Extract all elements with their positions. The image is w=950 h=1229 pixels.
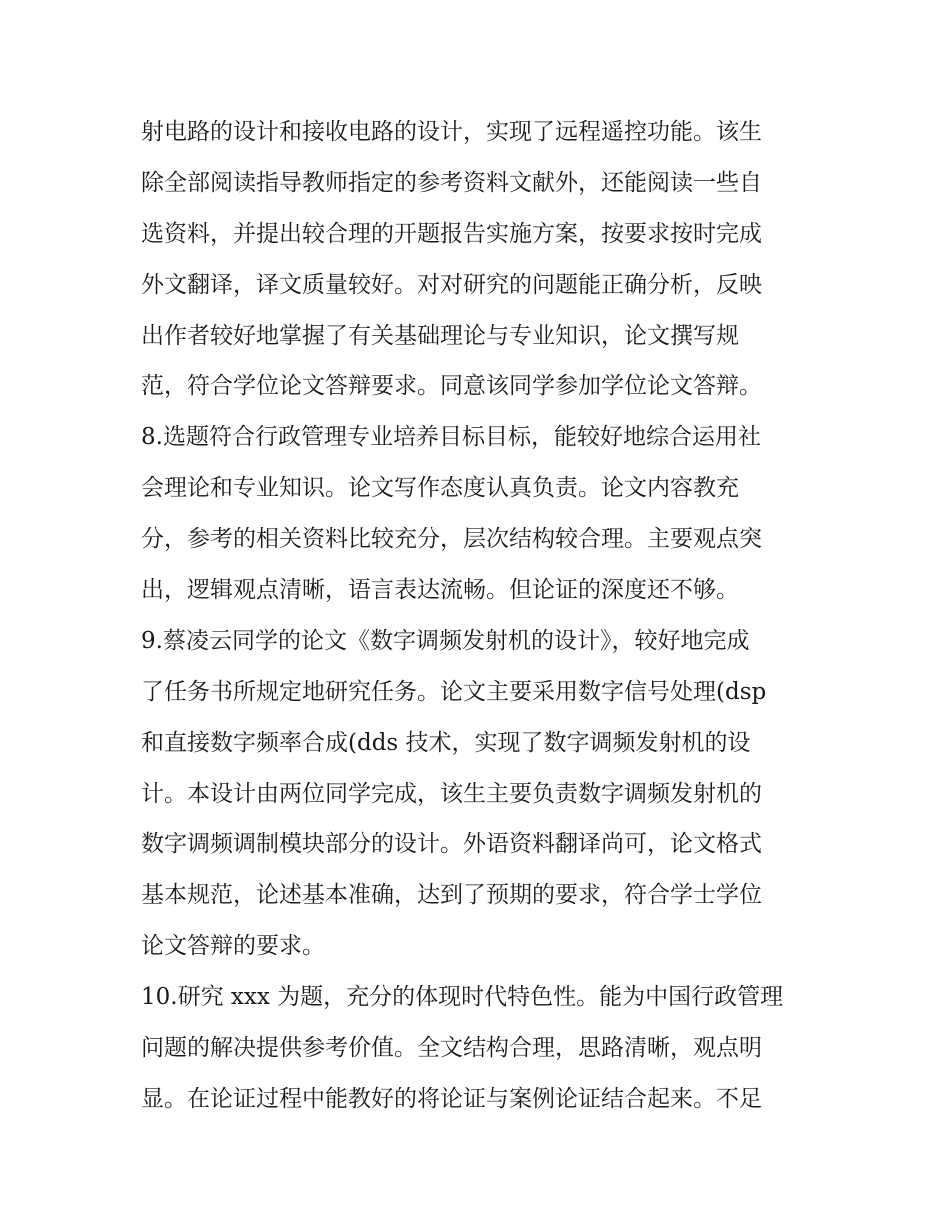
text-line: 分，参考的相关资料比较充分，层次结构较合理。主要观点突 — [141, 526, 762, 553]
text-line: 论文答辩的要求。 — [141, 933, 325, 960]
text-line: 外文翻译，译文质量较好。对对研究的问题能正确分析，反映 — [141, 271, 762, 298]
text-line: 10.研究 xxx 为题，充分的体现时代特色性。能为中国行政管理 — [141, 984, 784, 1011]
text-line: 选资料，并提出较合理的开题报告实施方案，按要求按时完成 — [141, 220, 762, 247]
text-line: 会理论和专业知识。论文写作态度认真负责。论文内容教充 — [141, 475, 739, 502]
text-line: 基本规范，论述基本准确，达到了预期的要求，符合学士学位 — [141, 882, 762, 909]
text-line: 问题的解决提供参考价值。全文结构合理，思路清晰，观点明 — [141, 1035, 762, 1062]
text-line: 出，逻辑观点清晰，语言表达流畅。但论证的深度还不够。 — [141, 577, 739, 604]
text-line: 除全部阅读指导教师指定的参考资料文献外，还能阅读一些自 — [141, 169, 762, 196]
text-line: 出作者较好地掌握了有关基础理论与专业知识，论文撰写规 — [141, 322, 739, 349]
text-line: 显。在论证过程中能教好的将论证与案例论证结合起来。不足 — [141, 1085, 762, 1112]
text-line: 数字调频调制模块部分的设计。外语资料翻译尚可，论文格式 — [141, 831, 762, 858]
text-line: 9.蔡凌云同学的论文《数字调频发射机的设计》，较好地完成 — [141, 627, 750, 654]
body-text — [141, 107, 821, 1125]
text-line: 范，符合学位论文答辩要求。同意该同学参加学位论文答辩。 — [141, 373, 762, 400]
text-line: 射电路的设计和接收电路的设计，实现了远程遥控功能。该生 — [141, 119, 762, 145]
text-line: 8.选题符合行政管理专业培养目标目标，能较好地综合运用社 — [141, 424, 761, 451]
text-line: 了任务书所规定地研究任务。论文主要采用数字信号处理(dsp — [141, 678, 767, 705]
text-line: 和直接数字频率合成(dds 技术，实现了数字调频发射机的设 — [141, 729, 751, 756]
text-line: 计。本设计由两位同学完成，该生主要负责数字调频发射机的 — [141, 780, 762, 807]
